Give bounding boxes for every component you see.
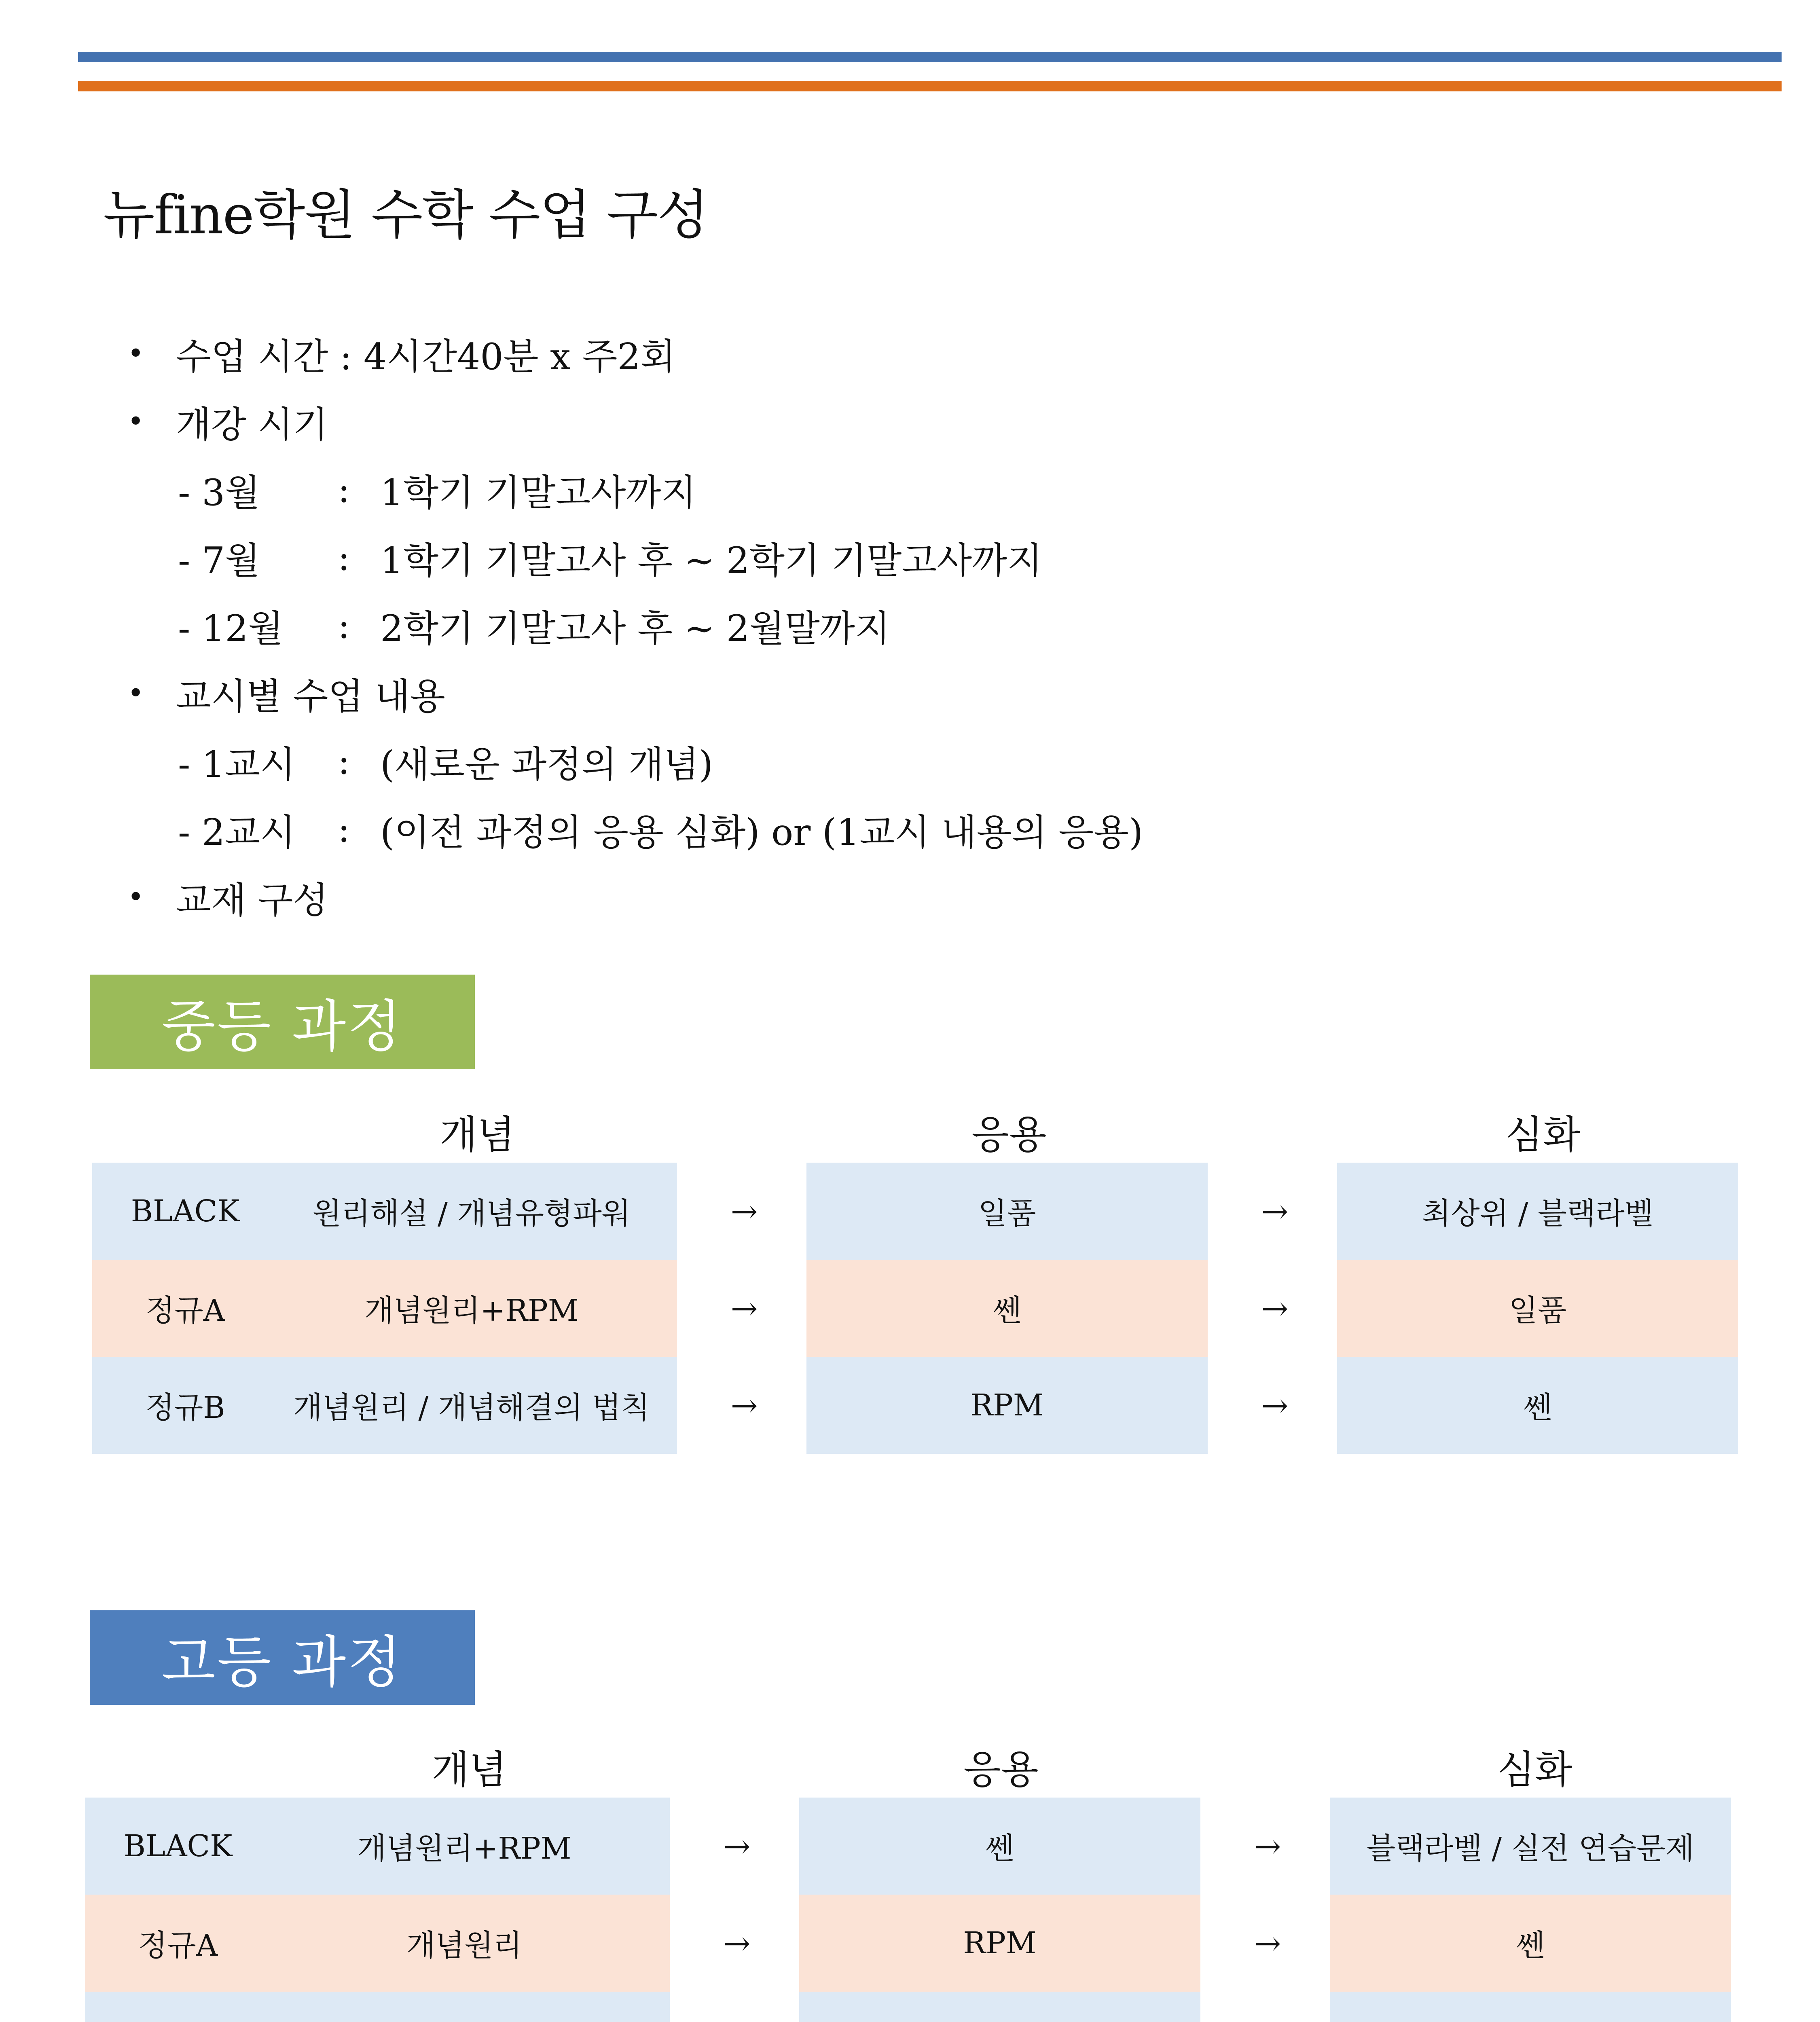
high-deep-cell: 쎈 — [1330, 1895, 1731, 1992]
middle-header-concept: 개념 — [440, 1112, 515, 1157]
high-course-badge: 고등 과정 — [90, 1610, 475, 1705]
arrow-right-icon — [713, 1992, 761, 2022]
opening-item-key: - 3월 — [178, 472, 260, 514]
middle-table-row — [0, 1260, 1820, 1357]
high-table-row — [0, 1895, 1820, 1992]
middle-table-row — [0, 1357, 1820, 1454]
concept-label: 개념원리 — [406, 1928, 522, 1963]
period-item-key: - 1교시 — [178, 743, 296, 786]
high-deep-cell: 블랙라벨 / 실전 연습문제 — [1330, 1798, 1731, 1895]
high-table-row — [0, 1992, 1820, 2022]
middle-apply-cell: 쎈 — [806, 1260, 1208, 1357]
bullet-textbook — [127, 863, 328, 931]
opening-item — [0, 591, 1820, 659]
bullet-dot: • — [127, 337, 144, 370]
level-label: 정규A — [145, 1293, 225, 1328]
period-item-colon: : — [338, 808, 350, 850]
arrow-right-icon: → — [723, 1924, 751, 1962]
middle-deep-cell: 최상위 / 블랙라벨 — [1337, 1163, 1738, 1260]
high-apply-cell: 쎈 — [799, 1798, 1200, 1895]
concept-label: 개념원리+RPM — [364, 1293, 579, 1328]
high-header-deep: 심화 — [1497, 1747, 1572, 1792]
arrow-right-icon: → — [1254, 1924, 1281, 1962]
textbook-text: 교재 구성 — [176, 879, 328, 922]
bullet-class-time — [127, 319, 676, 387]
arrow-right-icon: → — [730, 1192, 758, 1230]
top-rule-orange — [78, 81, 1782, 91]
opening-item-colon: : — [338, 536, 350, 579]
level-label: BLACK — [123, 1829, 233, 1863]
arrow-right-icon: → — [730, 1386, 758, 1424]
level-label: BLACK — [131, 1194, 240, 1229]
arrow-right-icon: → — [730, 1289, 758, 1327]
bullet-opening — [127, 387, 328, 455]
bullet-dot: • — [127, 405, 144, 438]
period-content-text: 교시별 수업 내용 — [176, 675, 445, 718]
bullet-dot: • — [127, 677, 144, 710]
period-item-value: (새로운 과정의 개념) — [380, 743, 713, 786]
middle-deep-cell: 일품 — [1337, 1260, 1738, 1357]
opening-item-value: 2학기 기말고사 후 ~ 2월말까지 — [380, 607, 890, 650]
high-apply-cell — [799, 1992, 1200, 2022]
level-label — [85, 2019, 271, 2022]
high-concept-cell — [85, 1798, 670, 1895]
period-item — [0, 795, 1820, 863]
high-concept-cell — [85, 1992, 670, 2022]
arrow-right-icon: → — [1261, 1289, 1289, 1327]
concept-label: 개념원리+RPM — [357, 1831, 571, 1866]
opening-item-value: 1학기 기말고사까지 — [380, 472, 696, 514]
opening-item-colon: : — [338, 604, 350, 647]
arrow-right-icon: → — [1261, 1386, 1289, 1424]
arrow-right-icon: → — [1254, 1827, 1281, 1865]
opening-item — [0, 455, 1820, 523]
class-time-text: 수업 시간 : 4시간40분 x 주2회 — [176, 336, 676, 378]
middle-deep-cell: 쎈 — [1337, 1357, 1738, 1454]
high-header-apply: 응용 — [963, 1747, 1039, 1792]
level-label: 정규B — [145, 1390, 225, 1425]
high-deep-cell — [1330, 1992, 1731, 2022]
middle-concept-cell — [92, 1357, 677, 1454]
high-header-concept: 개념 — [432, 1747, 507, 1792]
middle-apply-cell: 일품 — [806, 1163, 1208, 1260]
middle-concept-cell — [92, 1260, 677, 1357]
page-title: 뉴fine학원 수학 수업 구성 — [103, 184, 708, 246]
period-item-colon: : — [338, 740, 350, 783]
concept-label — [259, 2019, 670, 2022]
period-item-value: (이전 과정의 응용 심화) or (1교시 내용의 응용) — [380, 811, 1143, 854]
opening-item-key: - 7월 — [178, 539, 260, 582]
bullet-period-content — [127, 659, 445, 727]
opening-text: 개강 시기 — [176, 404, 328, 446]
middle-concept-cell — [92, 1163, 677, 1260]
middle-apply-cell: RPM — [806, 1357, 1208, 1454]
arrow-right-icon: → — [1261, 1192, 1289, 1230]
opening-item-colon: : — [338, 468, 350, 511]
high-concept-cell — [85, 1895, 670, 1992]
bullet-dot: • — [127, 880, 144, 914]
high-apply-cell: RPM — [799, 1895, 1200, 1992]
middle-course-badge: 중등 과정 — [90, 975, 475, 1069]
concept-label: 원리해설 / 개념유형파워 — [312, 1196, 631, 1231]
opening-item-key: - 12월 — [178, 607, 284, 650]
middle-table-row — [0, 1163, 1820, 1260]
opening-item — [0, 523, 1820, 591]
arrow-right-icon — [1243, 1992, 1292, 2022]
concept-label: 개념원리 / 개념해결의 법칙 — [293, 1390, 650, 1425]
middle-header-deep: 심화 — [1505, 1112, 1581, 1157]
opening-item-value: 1학기 기말고사 후 ~ 2학기 기말고사까지 — [380, 539, 1043, 582]
level-label: 정규A — [138, 1928, 218, 1963]
period-item-key: - 2교시 — [178, 811, 296, 854]
period-item — [0, 727, 1820, 795]
arrow-right-icon: → — [723, 1827, 751, 1865]
middle-header-apply: 응용 — [971, 1112, 1047, 1157]
top-rule-blue — [78, 52, 1782, 62]
high-table-row — [0, 1798, 1820, 1895]
